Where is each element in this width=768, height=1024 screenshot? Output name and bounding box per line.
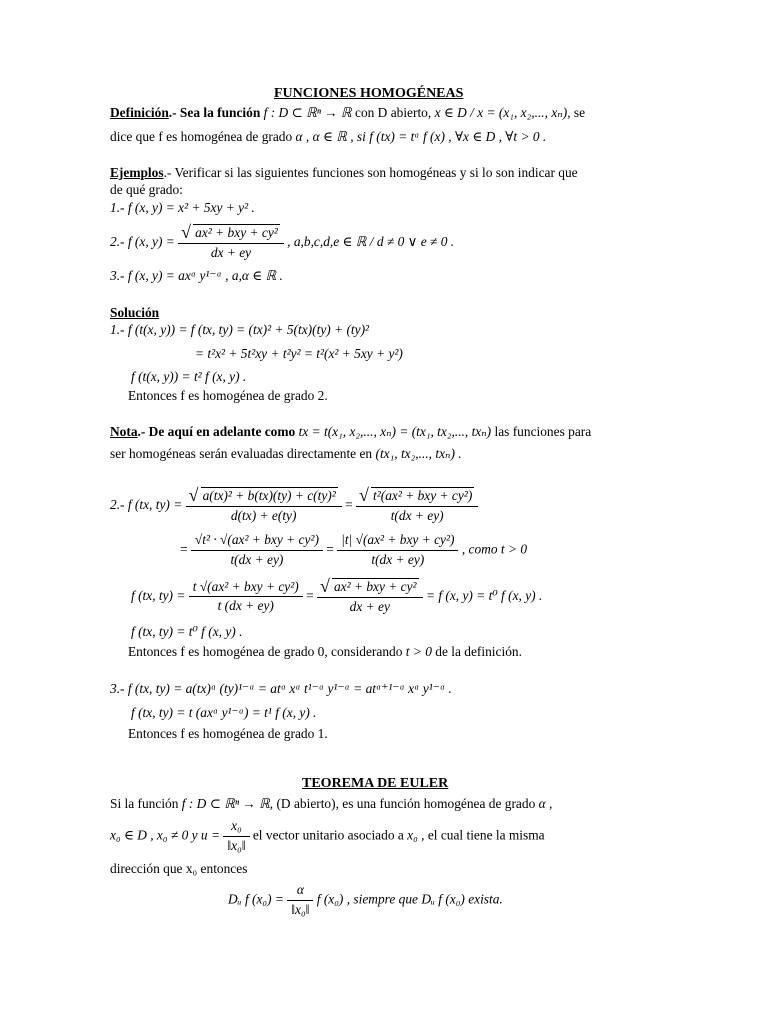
solution-2-line-3-suffix: = f (x, y) = t⁰ f (x, y) . <box>425 587 543 603</box>
solution-2-line-3-prefix: f (tx, ty) = <box>131 587 186 603</box>
euler-text-d: el cual tiene la misma <box>427 827 545 843</box>
unit-vector-fraction <box>223 818 249 855</box>
degree-condition: α , α ∈ ℝ , si <box>295 129 366 144</box>
definition-text: con D abierto, <box>355 105 432 120</box>
solution-2-fraction-2 <box>356 487 478 525</box>
euler-formula <box>228 882 503 919</box>
fraction-numerator: |t| √(ax² + bxy + cy²) <box>337 532 458 551</box>
fraction-denominator: ‖x₀‖ <box>227 837 246 853</box>
example-2 <box>110 224 454 262</box>
fraction-numerator: a(tx)² + b(tx)(ty) + c(ty)² <box>202 488 336 503</box>
fraction-numerator: √t² · √(ax² + bxy + cy²) <box>191 532 323 551</box>
solution-2-conclusion <box>128 644 522 661</box>
solution-label: Solución <box>110 305 160 320</box>
solution-1-conclusion: Entonces f es homogénea de grado 2. <box>128 388 328 403</box>
solution-3-line-1: 3.- f (tx, ty) = a(tx)ᵅ (ty)¹⁻ᵅ = atᵅ xᵅ t¹⁻ᵅ y¹⁻ᵅ = atᵅ⁺¹⁻ᵅ xᵅ y¹⁻ᵅ . <box>110 681 452 696</box>
example-2-denominator: dx + ey <box>210 244 252 260</box>
definition-sep: .- Sea la función <box>168 105 261 120</box>
solution-2-line-4: f (tx, ty) = t⁰ f (x, y) . <box>131 624 243 639</box>
definition-line-2 <box>110 129 546 146</box>
solution-3-conclusion: Entonces f es homogénea de grado 1. <box>128 726 328 741</box>
definition-text-end: , se <box>567 105 586 120</box>
example-2-prefix: 2.- f (x, y) = <box>110 233 175 249</box>
fraction-numerator: ax² + bxy + cy² <box>333 579 417 594</box>
example-2-suffix: , a,b,c,d,e ∈ ℝ / d ≠ 0 ∨ e ≠ 0 . <box>287 233 455 249</box>
example-2-numerator: ax² + bxy + cy² <box>195 225 278 240</box>
euler-degree: α , <box>538 796 553 811</box>
examples-label: Ejemplos <box>110 165 164 180</box>
fraction-denominator: t(dx + ey) <box>371 551 425 567</box>
euler-text-c: , (D abierto), es una función homogénea de grado <box>269 796 536 811</box>
fraction-denominator: t(dx + ey) <box>230 551 284 567</box>
definition-label: Definición <box>110 105 169 120</box>
page-title: FUNCIONES HOMOGÉNEAS <box>274 86 464 101</box>
examples-intro: .- Verificar si las siguientes funciones son homogéneas y si lo son indicar que <box>163 165 578 180</box>
conclusion-text-end: de la definición. <box>435 644 522 659</box>
solution-2-fraction-4 <box>337 532 458 569</box>
fraction-denominator: dx + ey <box>349 598 390 614</box>
fraction-numerator: x₀ <box>223 818 249 837</box>
homogeneity-condition: f (tx) = tᵅ f (x) , ∀x ∈ D , ∀t > 0 . <box>369 129 547 144</box>
euler-formula-end: f (x₀) , siempre que Dᵤ f (x₀) exista. <box>316 891 503 907</box>
example-2-fraction <box>178 224 284 262</box>
fraction-numerator: t √(ax² + bxy + cy²) <box>189 579 303 598</box>
fraction-denominator: ‖x₀‖ <box>291 901 310 917</box>
examples-line-2: de qué grado: <box>110 182 183 197</box>
euler-text-a: Si la función <box>110 796 179 811</box>
note-text-a: .- De aquí en adelante como <box>137 424 296 439</box>
euler-vector: x₀ , <box>407 827 425 843</box>
fraction-numerator: α <box>287 882 313 901</box>
note-line-2 <box>110 446 462 463</box>
euler-line-2 <box>110 818 545 855</box>
euler-line-1 <box>110 796 552 813</box>
euler-fraction <box>287 882 313 919</box>
note-expression-2: (tx₁, tx₂,..., txₙ) . <box>375 446 462 461</box>
solution-2-fraction-1 <box>186 487 342 525</box>
note-line-1 <box>110 424 591 441</box>
solution-2-line-1: 2.- f (tx, ty) = √ $\frac{\text{a(tx)² + b(tx)(ty) + c(ty)²}}{d(tx) + e(ty)}$ = √ $\frac{\text{t²(ax² + bxy + cy²)}}{t(dx + ey)}$ <box>110 487 478 525</box>
definition-text-2: dice que f es homogénea de grado <box>110 129 293 144</box>
solution-1-line-1: 1.- f (t(x, y)) = f (tx, ty) = (tx)² + 5(tx)(ty) + (ty)² <box>110 322 370 337</box>
euler-title: TEOREMA DE EULER <box>302 776 449 791</box>
condition-t-positive: , como t > 0 <box>461 541 528 557</box>
fraction-denominator: d(tx) + e(ty) <box>230 507 297 523</box>
euler-function-signature: f : D ⊂ ℝⁿ → ℝ <box>181 796 270 811</box>
solution-2-line-2: = $\frac{\text{√t² · √(ax² + bxy + cy²)}}{t(dx + ey)}$ = $\frac{\text{|t| √(ax² + bxy + cy²)}}{t(dx + ey)}$ , como t > 0 <box>180 532 528 567</box>
solution-2-fraction-3 <box>191 532 323 569</box>
note-text-2: ser homogéneas serán evaluadas directamente en <box>110 446 373 461</box>
euler-line-3: dirección que x₀ entonces <box>110 861 248 876</box>
euler-conditions: x₀ ∈ D , x₀ ≠ 0 y <box>110 827 198 843</box>
definition-line-1 <box>110 105 585 122</box>
note-text-c: las funciones para <box>494 424 592 439</box>
conclusion-condition: t > 0 <box>405 644 432 659</box>
note-expression: tx = t(x₁, x₂,..., xₙ) = (tx₁, tx₂,..., txₙ) <box>298 424 492 439</box>
solution-1-line-2: = t²x² + 5t²xy + t²y² = t²(x² + 5xy + y²) <box>195 346 403 361</box>
fraction-denominator: t (dx + ey) <box>217 598 274 614</box>
domain-condition: x ∈ D / x = (x₁, x₂,..., xₙ) <box>434 105 568 120</box>
examples-line-1 <box>110 165 578 182</box>
solution-2-prefix: 2.- f (tx, ty) = <box>110 496 183 512</box>
euler-text-b: el vector unitario asociado a <box>252 827 404 843</box>
solution-1-line-3: f (t(x, y)) = t² f (x, y) . <box>131 369 247 384</box>
conclusion-text: Entonces f es homogénea de grado 0, considerando <box>128 644 403 659</box>
solution-2-fraction-5 <box>189 579 303 616</box>
solution-2-fraction-6 <box>317 578 423 616</box>
example-1: 1.- f (x, y) = x² + 5xy + y² . <box>110 200 255 215</box>
fraction-numerator: t²(ax² + bxy + cy²) <box>373 488 473 503</box>
function-signature: f : D ⊂ ℝⁿ → ℝ <box>263 105 352 120</box>
unit-vector-symbol: u = <box>200 827 221 843</box>
solution-2-line-3: f (tx, ty) = $\frac{\text{t √(ax² + bxy + cy²)}}{t (dx + ey)}$ = √ $\frac{\text{ax² + bxy + cy²}}{dx + ey}$ = f (x, y) = t⁰ f (x, y) . <box>131 578 542 616</box>
note-label: Nota <box>110 424 138 439</box>
fraction-denominator: t(dx + ey) <box>390 507 444 523</box>
solution-3-line-2: f (tx, ty) = t (axᵅ y¹⁻ᵅ) = t¹ f (x, y) . <box>131 705 317 720</box>
example-3: 3.- f (x, y) = axᵅ y¹⁻ᵅ , a,α ∈ ℝ . <box>110 268 283 283</box>
directional-derivative: Dᵤ f (x₀) = <box>228 891 284 907</box>
